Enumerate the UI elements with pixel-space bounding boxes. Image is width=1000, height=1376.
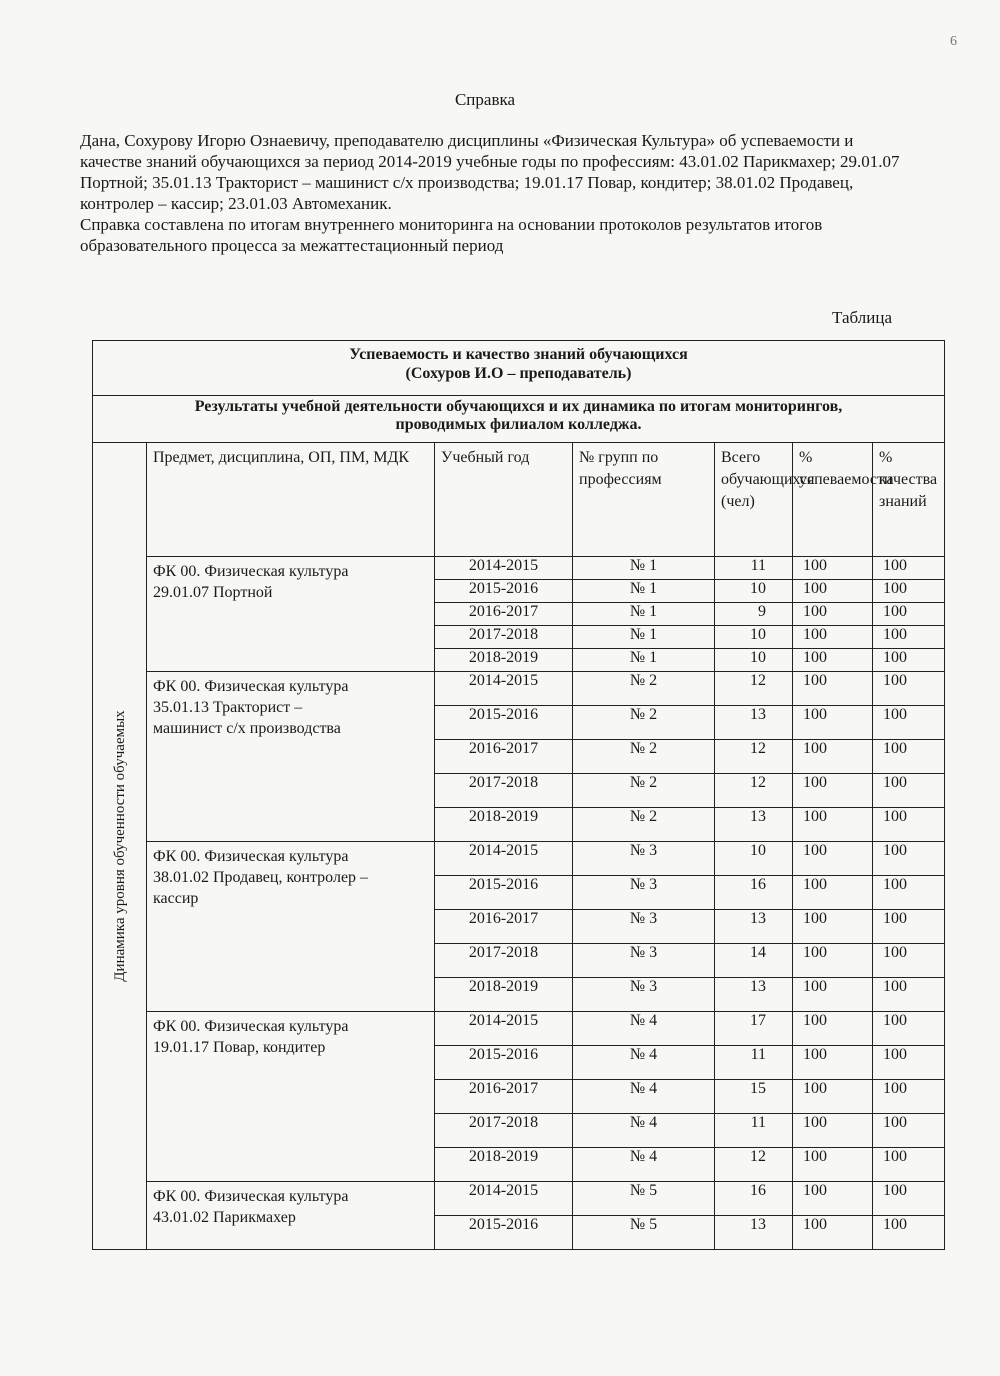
total-cell: 13	[715, 808, 793, 842]
subject-line: 29.01.07 Портной	[153, 584, 273, 601]
group-cell: № 2	[573, 740, 715, 774]
total-cell: 10	[715, 842, 793, 876]
col-header-quality: % качества знаний	[873, 443, 945, 557]
quality-cell: 100	[873, 1046, 945, 1080]
group-cell: № 2	[573, 706, 715, 740]
success-cell: 100	[793, 1012, 873, 1046]
success-cell: 100	[793, 978, 873, 1012]
success-cell: 100	[793, 1080, 873, 1114]
table-row	[93, 1012, 945, 1046]
year-cell: 2014-2015	[435, 557, 573, 580]
year-cell: 2017-2018	[435, 944, 573, 978]
quality-cell: 100	[873, 1080, 945, 1114]
group-cell: № 2	[573, 672, 715, 706]
year-cell: 2014-2015	[435, 842, 573, 876]
success-cell: 100	[793, 944, 873, 978]
table-subheader-line: проводимых филиалом колледжа.	[395, 416, 642, 433]
group-cell: № 3	[573, 842, 715, 876]
subject-cell	[147, 557, 435, 672]
year-cell: 2018-2019	[435, 978, 573, 1012]
total-cell: 12	[715, 774, 793, 808]
year-cell: 2018-2019	[435, 808, 573, 842]
group-cell: № 1	[573, 557, 715, 580]
group-cell: № 1	[573, 580, 715, 603]
quality-cell: 100	[873, 1012, 945, 1046]
year-cell: 2017-2018	[435, 1114, 573, 1148]
year-cell: 2016-2017	[435, 603, 573, 626]
table-label: Таблица	[832, 308, 892, 327]
quality-cell: 100	[873, 876, 945, 910]
subject-cell	[147, 842, 435, 1012]
subject-line: 35.01.13 Тракторист –	[153, 699, 303, 716]
table-header-subtitle	[93, 396, 945, 443]
quality-cell: 100	[873, 978, 945, 1012]
success-cell: 100	[793, 774, 873, 808]
group-cell: № 4	[573, 1148, 715, 1182]
group-cell: № 4	[573, 1080, 715, 1114]
table-row	[93, 842, 945, 876]
quality-cell: 100	[873, 626, 945, 649]
group-cell: № 3	[573, 910, 715, 944]
intro-paragraph-2: Справка составлена по итогам внутреннего мониторинга на основании протоколов результатов итогов образовательного процесса за межаттестационный период	[80, 215, 823, 255]
subject-line: ФК 00. Физическая культура	[153, 1018, 349, 1035]
group-cell: № 5	[573, 1216, 715, 1250]
quality-cell: 100	[873, 1114, 945, 1148]
col-header-group: № групп по профессиям	[573, 443, 715, 557]
group-cell: № 2	[573, 774, 715, 808]
subject-line: 38.01.02 Продавец, контролер –	[153, 869, 369, 886]
group-cell: № 4	[573, 1114, 715, 1148]
table-header-line: Успеваемость и качество знаний обучающихся	[349, 346, 688, 363]
intro-text	[80, 130, 900, 256]
success-cell: 100	[793, 649, 873, 672]
quality-cell: 100	[873, 557, 945, 580]
year-cell: 2016-2017	[435, 910, 573, 944]
quality-cell: 100	[873, 1216, 945, 1250]
quality-cell: 100	[873, 603, 945, 626]
success-cell: 100	[793, 557, 873, 580]
group-cell: № 5	[573, 1182, 715, 1216]
quality-cell: 100	[873, 774, 945, 808]
quality-cell: 100	[873, 1182, 945, 1216]
group-cell: № 1	[573, 626, 715, 649]
quality-cell: 100	[873, 706, 945, 740]
total-cell: 16	[715, 1182, 793, 1216]
year-cell: 2017-2018	[435, 626, 573, 649]
total-cell: 14	[715, 944, 793, 978]
document-title: Справка	[454, 90, 516, 109]
total-cell: 9	[715, 603, 793, 626]
group-cell: № 1	[573, 649, 715, 672]
success-cell: 100	[793, 603, 873, 626]
col-header-year: Учебный год	[435, 443, 573, 557]
year-cell: 2015-2016	[435, 1216, 573, 1250]
group-cell: № 3	[573, 978, 715, 1012]
group-cell: № 3	[573, 944, 715, 978]
total-cell: 13	[715, 706, 793, 740]
side-label-cell	[93, 443, 147, 1250]
total-cell: 15	[715, 1080, 793, 1114]
success-cell: 100	[793, 1046, 873, 1080]
page-corner-mark: 6	[950, 34, 957, 49]
success-cell: 100	[793, 1114, 873, 1148]
subject-line: ФК 00. Физическая культура	[153, 678, 349, 695]
total-cell: 13	[715, 978, 793, 1012]
total-cell: 11	[715, 1046, 793, 1080]
quality-cell: 100	[873, 944, 945, 978]
total-cell: 16	[715, 876, 793, 910]
table-subheader-line: Результаты учебной деятельности обучающихся и их динамика по итогам мониторингов,	[194, 398, 843, 415]
total-cell: 11	[715, 557, 793, 580]
success-cell: 100	[793, 1182, 873, 1216]
success-cell: 100	[793, 910, 873, 944]
year-cell: 2015-2016	[435, 580, 573, 603]
col-header-success: % успеваемости	[793, 443, 873, 557]
subject-line: 43.01.02 Парикмахер	[153, 1209, 296, 1226]
subject-line: машинист с/х производства	[153, 720, 341, 737]
year-cell: 2015-2016	[435, 706, 573, 740]
year-cell: 2018-2019	[435, 1148, 573, 1182]
table-header-line: (Сохуров И.О – преподаватель)	[405, 365, 632, 382]
success-cell: 100	[793, 1148, 873, 1182]
year-cell: 2017-2018	[435, 774, 573, 808]
table-row	[93, 672, 945, 706]
total-cell: 17	[715, 1012, 793, 1046]
year-cell: 2016-2017	[435, 740, 573, 774]
group-cell: № 4	[573, 1012, 715, 1046]
table-row	[93, 557, 945, 580]
year-cell: 2016-2017	[435, 1080, 573, 1114]
success-cell: 100	[793, 626, 873, 649]
success-cell: 100	[793, 672, 873, 706]
results-table	[92, 340, 945, 1250]
group-cell: № 2	[573, 808, 715, 842]
success-cell: 100	[793, 876, 873, 910]
subject-line: кассир	[153, 890, 199, 907]
quality-cell: 100	[873, 842, 945, 876]
subject-line: ФК 00. Физическая культура	[153, 563, 349, 580]
subject-cell	[147, 672, 435, 842]
year-cell: 2018-2019	[435, 649, 573, 672]
group-cell: № 3	[573, 876, 715, 910]
year-cell: 2014-2015	[435, 672, 573, 706]
total-cell: 10	[715, 580, 793, 603]
year-cell: 2015-2016	[435, 1046, 573, 1080]
success-cell: 100	[793, 808, 873, 842]
group-cell: № 1	[573, 603, 715, 626]
quality-cell: 100	[873, 808, 945, 842]
quality-cell: 100	[873, 910, 945, 944]
side-label: Динамика уровня обученности обучаемых	[111, 710, 128, 982]
total-cell: 13	[715, 1216, 793, 1250]
success-cell: 100	[793, 580, 873, 603]
quality-cell: 100	[873, 672, 945, 706]
year-cell: 2014-2015	[435, 1182, 573, 1216]
table-header-title	[93, 341, 945, 396]
col-header-subject: Предмет, дисциплина, ОП, ПМ, МДК	[147, 443, 435, 557]
success-cell: 100	[793, 1216, 873, 1250]
group-cell: № 4	[573, 1046, 715, 1080]
quality-cell: 100	[873, 740, 945, 774]
year-cell: 2015-2016	[435, 876, 573, 910]
quality-cell: 100	[873, 649, 945, 672]
quality-cell: 100	[873, 580, 945, 603]
total-cell: 12	[715, 740, 793, 774]
success-cell: 100	[793, 706, 873, 740]
subject-line: ФК 00. Физическая культура	[153, 848, 349, 865]
table-row	[93, 1182, 945, 1216]
intro-paragraph-1: Дана, Сохурову Игорю Oзнаевичу, преподавателю дисциплины «Физическая Культура» об успеваемости и качестве знаний обучающихся за период 2014-2019 учебные годы по профессиям: 43.01.02 Парикмахер; 29.01.07 Портной; 35.01.13 Тракторист – машинист с/х производства; 19.01.17 Повар, кондитер; 38.01.02 Продавец, контролер – кассир; 23.01.03 Автомеханик.	[80, 131, 900, 213]
quality-cell: 100	[873, 1148, 945, 1182]
total-cell: 13	[715, 910, 793, 944]
col-header-total: Всего обучающихся (чел)	[715, 443, 793, 557]
year-cell: 2014-2015	[435, 1012, 573, 1046]
total-cell: 12	[715, 1148, 793, 1182]
total-cell: 11	[715, 1114, 793, 1148]
total-cell: 10	[715, 626, 793, 649]
subject-cell	[147, 1012, 435, 1182]
subject-line: ФК 00. Физическая культура	[153, 1188, 349, 1205]
total-cell: 12	[715, 672, 793, 706]
subject-cell	[147, 1182, 435, 1250]
total-cell: 10	[715, 649, 793, 672]
subject-line: 19.01.17 Повар, кондитер	[153, 1039, 326, 1056]
success-cell: 100	[793, 842, 873, 876]
success-cell: 100	[793, 740, 873, 774]
